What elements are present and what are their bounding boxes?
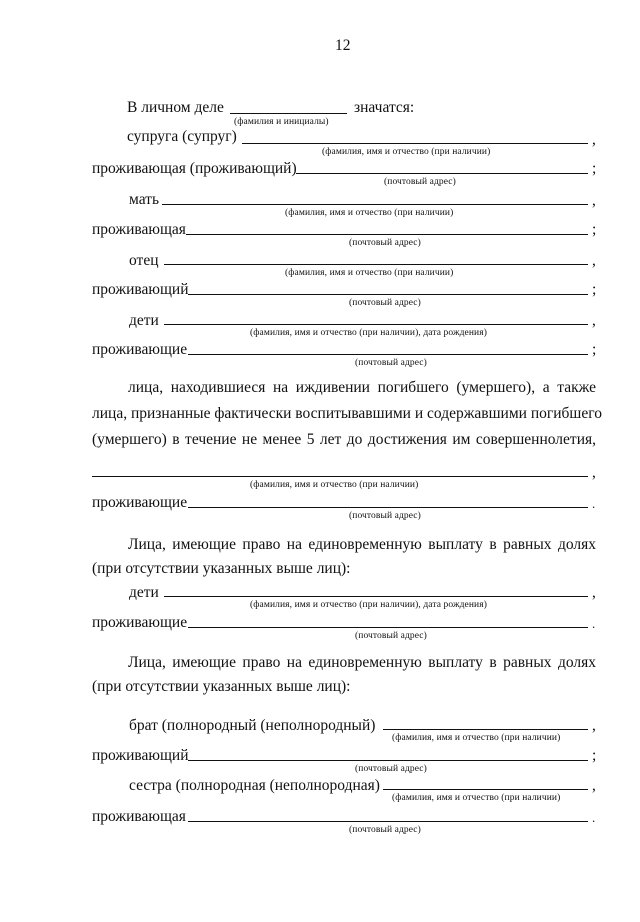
dependents-comma: , xyxy=(592,464,596,481)
spouse-caption: (фамилия, имя и отчество (при наличии) xyxy=(322,147,491,157)
father-label: отец xyxy=(129,252,159,269)
father-address-semicolon: ; xyxy=(592,281,597,298)
mother-address-label: проживающая xyxy=(92,221,186,238)
sister-address-field[interactable] xyxy=(188,821,588,822)
children2-address-caption: (почтовый адрес) xyxy=(355,631,427,641)
brother-name-field[interactable] xyxy=(383,729,588,730)
children-comma: , xyxy=(592,312,596,329)
section2-text-line-1: Лица, имеющие право на единовременную выплату в равных долях xyxy=(128,536,596,553)
brother-label: брат (полнородный (неполнородный) xyxy=(129,717,376,734)
spouse-label: супруга (супруг) xyxy=(127,128,237,145)
sister-label: сестра (полнородная (неполнородная) xyxy=(129,777,380,794)
mother-address-field[interactable] xyxy=(186,234,588,235)
sister-comma: , xyxy=(592,777,596,794)
children-label: дети xyxy=(129,312,159,329)
dependents-address-field[interactable] xyxy=(188,507,588,508)
brother-address-field[interactable] xyxy=(188,760,588,761)
dependents-text-line-3: (умершего) в течение не менее 5 лет до достижения им совершеннолетия, xyxy=(92,431,596,448)
mother-name-field[interactable] xyxy=(162,204,588,205)
brother-address-caption: (почтовый адрес) xyxy=(355,764,427,774)
section3-text-line-1: Лица, имеющие право на единовременную выплату в равных долях xyxy=(128,654,596,671)
children-caption: (фамилия, имя и отчество (при наличии), дата рождения) xyxy=(250,328,487,338)
dependents-caption: (фамилия, имя и отчество (при наличии) xyxy=(250,480,419,490)
children2-caption: (фамилия, имя и отчество (при наличии), дата рождения) xyxy=(250,600,487,610)
intro-suffix: значатся: xyxy=(354,99,415,116)
brother-comma: , xyxy=(592,717,596,734)
page-number: 12 xyxy=(335,37,351,54)
mother-address-semicolon: ; xyxy=(592,221,597,238)
children2-comma: , xyxy=(592,584,596,601)
dependents-text-line-1: лица, находившиеся на иждивении погибшего (умершего), а также xyxy=(128,379,596,396)
father-address-caption: (почтовый адрес) xyxy=(349,298,421,308)
children-name-field[interactable] xyxy=(164,324,588,325)
dependents-text-line-2: лица, признанные фактически воспитывавшими и содержавшими погибшего xyxy=(92,405,602,422)
dependents-address-label: проживающие xyxy=(92,494,188,511)
section3-text-line-2: (при отсутствии указанных выше лиц): xyxy=(92,678,351,695)
children2-address-label: проживающие xyxy=(92,614,188,631)
mother-caption: (фамилия, имя и отчество (при наличии) xyxy=(285,208,454,218)
dependents-name-field[interactable] xyxy=(92,476,588,477)
children-address-field[interactable] xyxy=(188,354,588,355)
sister-caption: (фамилия, имя и отчество (при наличии) xyxy=(392,793,561,803)
mother-comma: , xyxy=(592,192,596,209)
children2-address-field[interactable] xyxy=(188,627,588,628)
sister-address-period: . xyxy=(592,810,596,825)
children-address-semicolon: ; xyxy=(592,341,597,358)
sister-address-label: проживающая xyxy=(92,808,186,825)
spouse-name-field[interactable] xyxy=(242,143,588,144)
father-caption: (фамилия, имя и отчество (при наличии) xyxy=(285,268,454,278)
section2-text-line-2: (при отсутствии указанных выше лиц): xyxy=(92,560,351,577)
father-address-label: проживающий xyxy=(92,281,189,298)
spouse-address-field[interactable] xyxy=(296,173,588,174)
mother-label: мать xyxy=(129,191,160,208)
mother-address-caption: (почтовый адрес) xyxy=(349,238,421,248)
spouse-address-label: проживающая (проживающий) xyxy=(92,160,297,177)
spouse-address-caption: (почтовый адрес) xyxy=(384,177,456,187)
brother-caption: (фамилия, имя и отчество (при наличии) xyxy=(392,733,561,743)
sister-address-caption: (почтовый адрес) xyxy=(349,825,421,835)
brother-address-semicolon: ; xyxy=(592,747,597,764)
spouse-address-semicolon: ; xyxy=(592,160,597,177)
father-address-field[interactable] xyxy=(188,294,588,295)
children2-address-period: . xyxy=(592,616,596,631)
intro-name-field[interactable] xyxy=(230,113,347,114)
sister-name-field[interactable] xyxy=(383,789,588,790)
children-address-label: проживающие xyxy=(92,341,188,358)
father-comma: , xyxy=(592,252,596,269)
father-name-field[interactable] xyxy=(164,264,588,265)
dependents-address-period: . xyxy=(592,496,596,511)
intro-label: В личном деле xyxy=(127,99,224,116)
children-address-caption: (почтовый адрес) xyxy=(355,358,427,368)
intro-caption: (фамилия и инициалы) xyxy=(234,117,329,127)
dependents-address-caption: (почтовый адрес) xyxy=(349,511,421,521)
brother-address-label: проживающий xyxy=(92,747,189,764)
spouse-comma: , xyxy=(592,131,596,148)
children2-name-field[interactable] xyxy=(164,596,588,597)
children2-label: дети xyxy=(129,584,159,601)
